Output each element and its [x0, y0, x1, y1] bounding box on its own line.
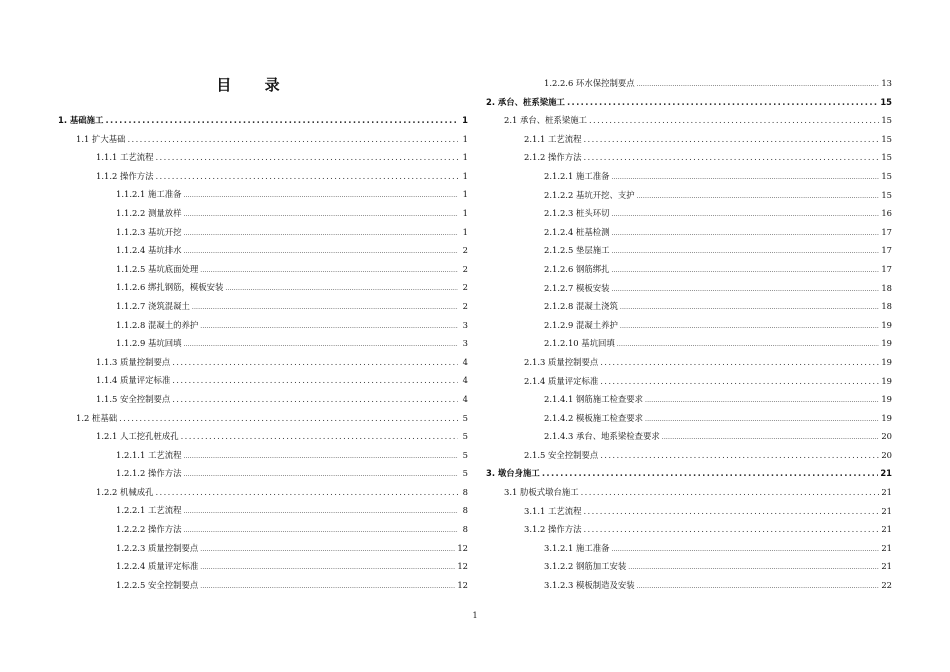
toc-entry-label: 1.2.2.3 质量控制要点 [116, 542, 199, 553]
toc-entry-label: 1.1.2.4 基坑排水 [116, 245, 182, 256]
toc-entry[interactable] [58, 167, 468, 186]
toc-dot-leader [183, 503, 458, 522]
toc-dot-leader [183, 206, 458, 225]
toc-entry-page: 5 [462, 449, 468, 460]
toc-entry[interactable] [486, 390, 892, 409]
toc-entry[interactable] [58, 464, 468, 483]
toc-dot-leader [119, 409, 458, 428]
toc-entry-label: 1. 基础施工 [58, 115, 104, 125]
toc-entry-page: 16 [881, 208, 892, 219]
toc-entry-page: 21 [881, 487, 892, 498]
toc-entry[interactable] [58, 539, 468, 558]
toc-entry-label: 2.1.2.7 模板安装 [544, 282, 610, 293]
toc-entry[interactable] [58, 130, 468, 149]
toc-entry-page: 15 [881, 170, 892, 181]
toc-entry[interactable] [486, 241, 892, 260]
toc-entry[interactable] [486, 502, 892, 521]
toc-entry[interactable] [58, 353, 468, 372]
toc-dot-leader [105, 111, 458, 130]
toc-dot-leader [628, 559, 879, 578]
toc-entry-label: 1.1.2.9 基坑回填 [116, 338, 182, 349]
toc-entry-label: 1.1.1 工艺流程 [96, 152, 154, 163]
toc-entry-page: 3 [462, 338, 468, 349]
toc-entry-label: 1.1.2 操作方法 [96, 170, 154, 181]
toc-entry-label: 1.2.2.4 质量评定标准 [116, 561, 199, 572]
toc-dot-leader [567, 93, 878, 112]
toc-entry[interactable] [58, 316, 468, 335]
toc-dot-leader [155, 167, 458, 186]
toc-entry[interactable] [486, 279, 892, 298]
toc-entry-page: 12 [457, 561, 468, 572]
toc-entry-label: 3.1 肋板式墩台施工 [504, 487, 579, 498]
toc-entry-label: 1.1.2.2 测量放样 [116, 207, 182, 218]
toc-entry-label: 2.1.4.3 承台、地系梁检查要求 [544, 431, 660, 442]
toc-entry-label: 2.1.1 工艺流程 [524, 133, 582, 144]
toc-entry-page: 1 [462, 170, 468, 181]
toc-dot-leader [583, 148, 879, 167]
toc-entry-label: 3.1.2.1 施工准备 [544, 542, 610, 553]
toc-entry-label: 2.1.2 操作方法 [524, 152, 582, 163]
toc-entry-page: 18 [881, 282, 892, 293]
toc-dot-leader [611, 206, 879, 225]
toc-entry-page: 22 [881, 580, 892, 591]
toc-entry[interactable] [58, 334, 468, 353]
toc-entry[interactable] [486, 446, 892, 465]
toc-entry-page: 4 [462, 356, 468, 367]
toc-entry-page: 19 [881, 319, 892, 330]
toc-entry-label: 2.1.2.10 基坑回填 [544, 338, 615, 349]
toc-dot-leader [583, 130, 879, 149]
toc-entry[interactable] [486, 409, 892, 428]
toc-entry-page: 20 [881, 431, 892, 442]
toc-entry-page: 19 [881, 412, 892, 423]
toc-dot-leader [637, 188, 880, 207]
toc-dot-leader [155, 148, 458, 167]
toc-dot-leader [611, 281, 879, 300]
toc-entry[interactable] [486, 186, 892, 205]
toc-entry-page: 3 [462, 319, 468, 330]
toc-entry[interactable] [486, 223, 892, 242]
toc-entry-label: 3.1.1 工艺流程 [524, 505, 582, 516]
toc-entry-page: 1 [462, 226, 468, 237]
toc-entry-page: 8 [462, 505, 468, 516]
toc-entry-page: 21 [881, 524, 892, 535]
toc-dot-leader [600, 353, 879, 372]
toc-entry[interactable] [58, 427, 468, 446]
toc-entry[interactable] [486, 260, 892, 279]
toc-entry-page: 15 [881, 152, 892, 163]
toc-entry-label: 1.1.5 安全控制要点 [96, 393, 171, 404]
toc-entry[interactable] [486, 576, 892, 595]
toc-entry[interactable] [58, 260, 468, 279]
toc-entry-page: 13 [881, 78, 892, 88]
toc-dot-leader [155, 483, 458, 502]
toc-dot-leader [611, 225, 879, 244]
toc-entry-label: 2.1.2.6 钢筋绑扎 [544, 263, 610, 274]
toc-entry-label: 1.1.4 质量评定标准 [96, 375, 171, 386]
toc-entry[interactable] [58, 501, 468, 520]
toc-dot-leader [181, 427, 458, 446]
toc-entry[interactable] [486, 483, 892, 502]
toc-entry-page: 21 [881, 542, 892, 553]
toc-entry-label: 2.1 承台、桩系梁施工 [504, 115, 587, 126]
toc-entry-label: 2. 承台、桩系梁施工 [486, 96, 565, 107]
toc-entry[interactable] [58, 557, 468, 576]
toc-entry-page: 1 [462, 152, 468, 163]
toc-entry-page: 21 [880, 468, 892, 479]
toc-entry-label: 3.1.2.3 模板制造及安装 [544, 580, 635, 591]
toc-entry-page: 18 [881, 301, 892, 312]
toc-dot-leader [581, 483, 880, 502]
toc-entry-page: 19 [881, 375, 892, 386]
toc-entry-page: 15 [881, 115, 892, 126]
toc-entry[interactable] [58, 223, 468, 242]
toc-entry[interactable] [486, 111, 892, 130]
toc-entry-label: 1.1.2.6 绑扎钢筋，模板安装 [116, 282, 224, 293]
toc-entry[interactable] [486, 167, 892, 186]
toc-dot-leader [611, 541, 879, 560]
toc-entry-page: 4 [462, 375, 468, 386]
toc-entry-label: 1.2.1 人工挖孔桩成孔 [96, 431, 179, 442]
toc-entry-label: 3.1.2 操作方法 [524, 524, 582, 535]
toc-entry-page: 1 [462, 207, 468, 218]
toc-column-left [58, 111, 468, 594]
toc-dot-leader [542, 464, 879, 483]
toc-entry-page: 5 [462, 468, 468, 479]
toc-entry-page: 2 [462, 300, 468, 311]
toc-entry-label: 2.1.3 质量控制要点 [524, 356, 599, 367]
toc-entry-label: 3.1.2.2 钢筋加工安装 [544, 561, 627, 572]
toc-entry[interactable] [58, 297, 468, 316]
toc-dot-leader [200, 262, 458, 281]
toc-entry[interactable] [486, 557, 892, 576]
toc-entry-page: 2 [462, 245, 468, 256]
toc-entry[interactable] [486, 148, 892, 167]
toc-entry[interactable] [486, 316, 892, 335]
toc-entry-label: 2.1.4.2 模板施工检查要求 [544, 412, 643, 423]
toc-entry[interactable] [58, 185, 468, 204]
toc-entry[interactable] [58, 483, 468, 502]
toc-entry-label: 1.2.2.5 安全控制要点 [116, 579, 199, 590]
toc-entry-page: 15 [881, 189, 892, 200]
toc-entry[interactable] [58, 446, 468, 465]
toc-entry[interactable] [486, 520, 892, 539]
toc-entry-page: 4 [462, 393, 468, 404]
toc-entry-label: 1.1.2.8 混凝土的养护 [116, 319, 199, 330]
toc-entry-label: 1.1.2.7 浇筑混凝土 [116, 300, 190, 311]
toc-entry-page: 17 [881, 245, 892, 256]
toc-dot-leader [645, 392, 879, 411]
toc-dot-leader [620, 299, 879, 318]
toc-entry[interactable] [58, 520, 468, 539]
toc-entry-page: 2 [462, 282, 468, 293]
toc-entry-page: 1 [462, 189, 468, 200]
toc-entry-page: 19 [881, 356, 892, 367]
toc-entry-label: 1.1.3 质量控制要点 [96, 356, 171, 367]
toc-dot-leader [172, 371, 458, 390]
toc-entry[interactable] [58, 241, 468, 260]
toc-dot-leader [200, 541, 455, 560]
toc-entry-page: 2 [462, 263, 468, 274]
toc-entry-label: 2.1.2.2 基坑开挖、支护 [544, 189, 635, 200]
toc-dot-leader [127, 130, 458, 149]
toc-dot-leader [583, 520, 879, 539]
toc-dot-leader [589, 111, 879, 130]
toc-dot-leader [172, 353, 458, 372]
toc-entry-page: 12 [457, 579, 468, 590]
toc-entry[interactable] [58, 576, 468, 595]
toc-entry-page: 17 [881, 263, 892, 274]
toc-entry-label: 1.2.1.1 工艺流程 [116, 449, 182, 460]
toc-entry-label: 2.1.4.1 钢筋施工检查要求 [544, 394, 643, 405]
toc-entry-label: 1.1.2.1 施工准备 [116, 189, 182, 200]
toc-entry-label: 2.1.2.5 垫层施工 [544, 245, 610, 256]
toc-entry-label: 1.2.2.2 操作方法 [116, 524, 182, 535]
toc-dot-leader [583, 502, 879, 521]
toc-entry-page: 5 [462, 431, 468, 442]
toc-dot-leader [200, 578, 455, 597]
toc-entry-label: 1.1.2.3 基坑开挖 [116, 226, 182, 237]
toc-entry-page: 15 [880, 96, 892, 107]
toc-dot-leader [183, 187, 458, 206]
toc-dot-leader [637, 578, 880, 597]
toc-entry-label: 1.2.2.6 环水保控制要点 [544, 78, 635, 88]
toc-entry-page: 8 [462, 524, 468, 535]
toc-entry-label: 2.1.2.8 混凝土浇筑 [544, 301, 618, 312]
toc-dot-leader [611, 243, 879, 262]
toc-entry-label: 1.1 扩大基础 [76, 133, 126, 144]
toc-column-right [486, 74, 892, 595]
toc-dot-leader [200, 318, 458, 337]
toc-entry-page: 8 [462, 486, 468, 497]
toc-entry[interactable] [486, 130, 892, 149]
toc-entry-label: 2.1.5 安全控制要点 [524, 449, 599, 460]
toc-entry-label: 1.2 桩基础 [76, 412, 118, 423]
toc-dot-leader [620, 318, 879, 337]
toc-dot-leader [200, 559, 455, 578]
toc-dot-leader [183, 448, 458, 467]
toc-entry[interactable] [58, 148, 468, 167]
toc-entry-page: 15 [881, 133, 892, 144]
toc-entry[interactable] [486, 74, 892, 93]
toc-dot-leader [225, 280, 458, 299]
toc-entry-label: 2.1.2.3 桩头环切 [544, 208, 610, 219]
toc-entry-label: 2.1.2.9 混凝土养护 [544, 319, 618, 330]
toc-entry[interactable] [486, 93, 892, 112]
toc-entry-page: 21 [881, 561, 892, 572]
toc-entry-page: 12 [457, 542, 468, 553]
toc-entry-label: 2.1.4 质量评定标准 [524, 375, 599, 386]
toc-dot-leader [192, 299, 458, 318]
toc-entry-label: 1.2.2 机械成孔 [96, 486, 154, 497]
toc-entry-label: 1.1.2.5 基坑底面处理 [116, 263, 199, 274]
toc-dot-leader [611, 169, 879, 188]
toc-entry-page: 19 [881, 394, 892, 405]
toc-dot-leader [600, 446, 879, 465]
toc-entry-label: 1.2.2.1 工艺流程 [116, 505, 182, 516]
toc-entry-label: 2.1.2.1 施工准备 [544, 170, 610, 181]
toc-entry[interactable] [58, 111, 468, 130]
toc-dot-leader [645, 411, 879, 430]
toc-entry[interactable] [58, 371, 468, 390]
toc-entry[interactable] [486, 372, 892, 391]
toc-entry[interactable] [486, 464, 892, 483]
toc-entry-page: 21 [881, 505, 892, 516]
toc-entry[interactable] [486, 297, 892, 316]
toc-entry-page: 5 [462, 412, 468, 423]
toc-title: 目 录 [216, 76, 294, 94]
toc-entry[interactable] [486, 334, 892, 353]
toc-entry-page: 19 [881, 338, 892, 349]
toc-entry[interactable] [58, 278, 468, 297]
toc-dot-leader [600, 372, 879, 391]
toc-entry-label: 1.2.1.2 操作方法 [116, 468, 182, 479]
toc-entry-page: 17 [881, 226, 892, 237]
toc-dot-leader [183, 522, 458, 541]
toc-entry[interactable] [58, 409, 468, 428]
toc-entry[interactable] [486, 204, 892, 223]
toc-dot-leader [611, 262, 879, 281]
page-number: 1 [472, 611, 478, 620]
toc-dot-leader [172, 390, 458, 409]
toc-entry-label: 2.1.2.4 桩基检测 [544, 226, 610, 237]
toc-entry[interactable] [486, 539, 892, 558]
toc-dot-leader [183, 243, 458, 262]
toc-entry[interactable] [486, 353, 892, 372]
toc-entry[interactable] [58, 204, 468, 223]
toc-entry-page: 20 [881, 449, 892, 460]
toc-dot-leader [183, 225, 458, 244]
toc-entry-page: 1 [462, 133, 468, 144]
toc-entry-page: 1 [462, 115, 468, 125]
toc-entry[interactable] [58, 390, 468, 409]
toc-entry[interactable] [486, 427, 892, 446]
toc-entry-label: 3. 墩台身施工 [486, 468, 540, 479]
